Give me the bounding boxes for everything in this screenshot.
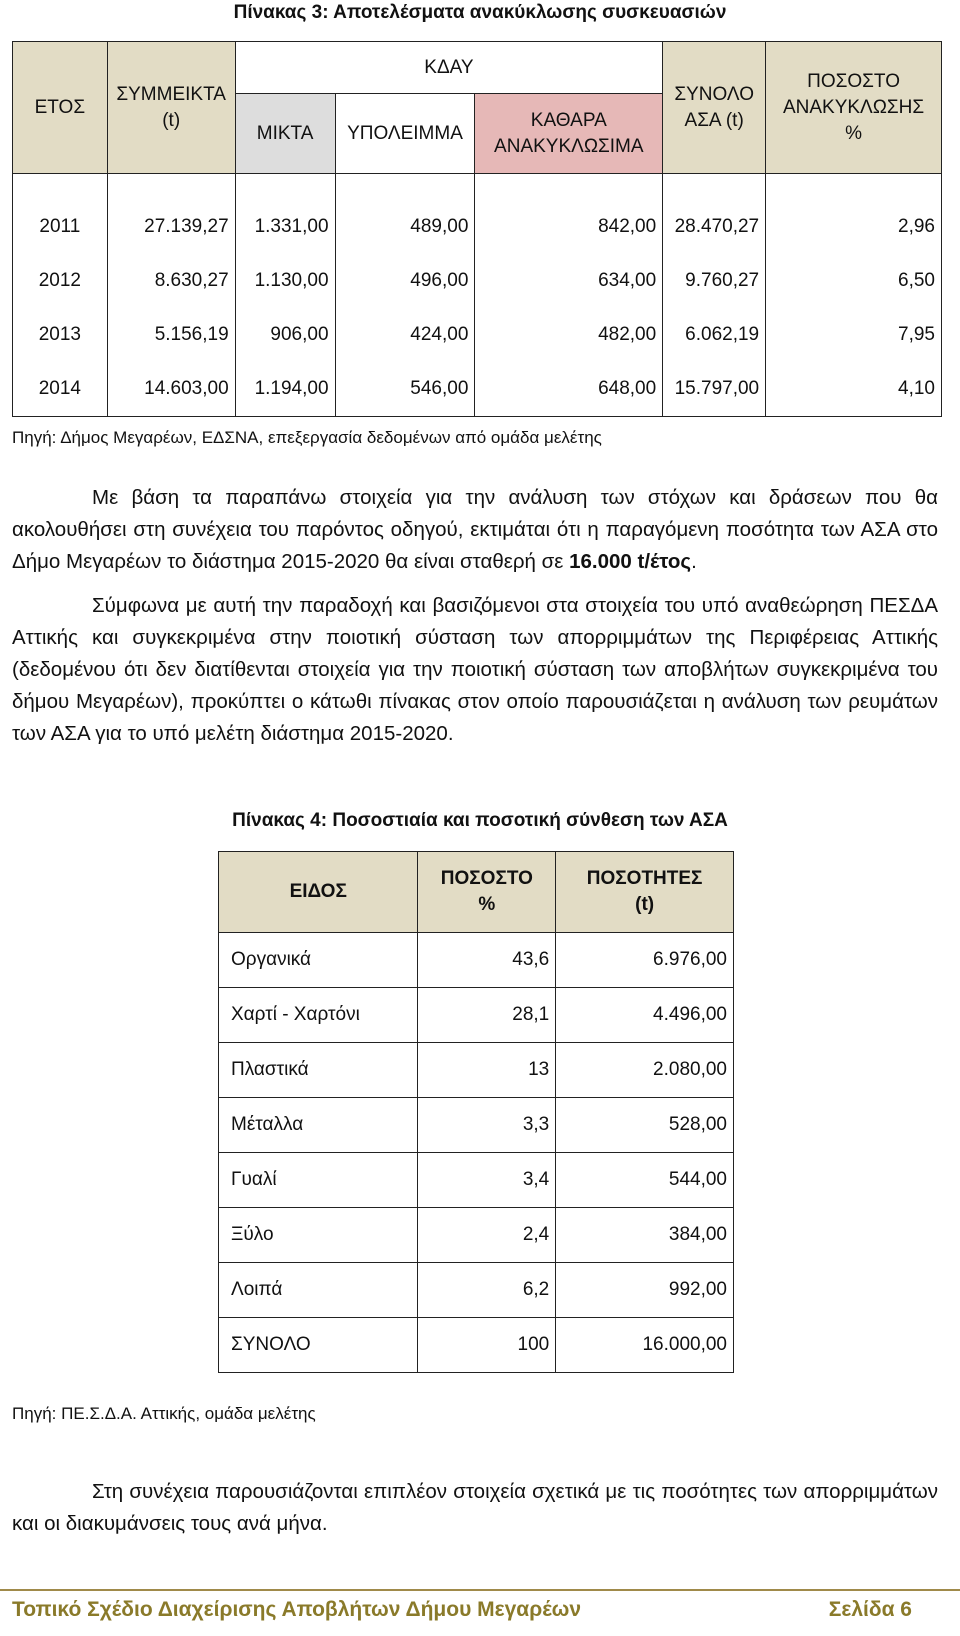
table-row: 2013 5.156,19 906,00 424,00 482,00 6.062,19 7,95 <box>13 308 942 362</box>
table3-caption: Πίνακας 3: Αποτελέσματα ανακύκλωσης συσκευασιών <box>233 2 727 23</box>
table4-caption: Πίνακας 4: Ποσοστιαία και ποσοτική σύνθεση των ΑΣΑ <box>232 810 728 831</box>
footer-divider <box>0 1589 960 1591</box>
waste-composition-table <box>218 851 734 1373</box>
header-residual: ΥΠΟΛΕΙΜΜΑ <box>335 94 475 174</box>
table-row: Χαρτί - Χαρτόνι 28,1 4.496,00 <box>219 988 734 1043</box>
table-row: 2014 14.603,00 1.194,00 546,00 648,00 15.797,00 4,10 <box>13 362 942 417</box>
header-mixed: ΣΥΜΜΕΙΚΤΑ (t) <box>107 42 235 174</box>
table3-source: Πηγή: Δήμος Μεγαρέων, ΕΔΣΝΑ, επεξεργασία δεδομένων από ομάδα μελέτης <box>12 428 602 447</box>
table-row: Μέταλλα 3,3 528,00 <box>219 1098 734 1153</box>
table-row: Γυαλί 3,4 544,00 <box>219 1153 734 1208</box>
footer-page-number: Σελίδα 6 <box>828 1598 912 1621</box>
paragraph-estimate: Με βάση τα παραπάνω στοιχεία για την ανάλυση των στόχων και δράσεων που θα ακολουθήσει στη συνέχεια του παρόντος οδηγού, εκτιμάται ότι η παραγόμενη ποσότητα των ΑΣΑ στο Δήμο Μεγαρέων το διάστημα 2015-2020 θα είναι σταθερή σε 16.000 t/έτος. <box>12 486 938 573</box>
header-clean-recyclables: ΚΑΘΑΡΑ ΑΝΑΚΥΚΛΩΣΙΜΑ <box>475 94 663 174</box>
header-kday: ΚΔΑΥ <box>235 42 663 94</box>
table-row: Οργανικά 43,6 6.976,00 <box>219 933 734 988</box>
header-mikta: ΜΙΚΤΑ <box>235 94 335 174</box>
header-year: ΕΤΟΣ <box>13 42 108 174</box>
table-row: Λοιπά 6,2 992,00 <box>219 1263 734 1318</box>
table-row: 2012 8.630,27 1.130,00 496,00 634,00 9.760,27 6,50 <box>13 254 942 308</box>
header-total: ΣΥΝΟΛΟ ΑΣΑ (t) <box>663 42 766 174</box>
table-row: Ξύλο 2,4 384,00 <box>219 1208 734 1263</box>
header-kind: ΕΙΔΟΣ <box>219 852 418 933</box>
paragraph-monthly: Στη συνέχεια παρουσιάζονται επιπλέον στοιχεία σχετικά με τις ποσότητες των απορριμμάτων και οι διακυμάνσεις τους ανά μήνα. <box>12 1480 938 1535</box>
header-recycling-pct: ΠΟΣΟΣΤΟ ΑΝΑΚΥΚΛΩΣΗΣ % <box>766 42 942 174</box>
footer-title: Τοπικό Σχέδιο Διαχείρισης Αποβλήτων Δήμου Μεγαρέων <box>12 1598 582 1621</box>
page-footer <box>12 1598 912 1622</box>
table4-source: Πηγή: ΠΕ.Σ.Δ.Α. Αττικής, ομάδα μελέτης <box>12 1404 316 1423</box>
recycling-results-table <box>12 41 942 417</box>
header-quantities: ΠΟΣΟΤΗΤΕΣ (t) <box>556 852 734 933</box>
paragraph-assumption: Σύμφωνα με αυτή την παραδοχή και βασιζόμενοι στα στοιχεία του υπό αναθεώρηση ΠΕΣΔΑ Αττικής και συγκεκριμένα στην ποιοτική σύσταση των απορριμμάτων της Περιφέρειας Αττικής (δεδομένου ότι δεν διατίθενται στοιχεία για την ποιοτική σύσταση των αποβλήτων συγκεκριμένα του δήμου Μεγαρέων), προκύπτει ο κάτωθι πίνακας στον οποίο παρουσιάζεται η ανάλυση των ρευμάτων των ΑΣΑ για το υπό μελέτη διάστημα 2015-2020. <box>12 594 938 745</box>
header-percentage: ΠΟΣΟΣΤΟ % <box>418 852 556 933</box>
table-row: 2011 27.139,27 1.331,00 489,00 842,00 28.470,27 2,96 <box>13 200 942 254</box>
table-row: ΣΥΝΟΛΟ 100 16.000,00 <box>219 1318 734 1373</box>
table-row: Πλαστικά 13 2.080,00 <box>219 1043 734 1098</box>
